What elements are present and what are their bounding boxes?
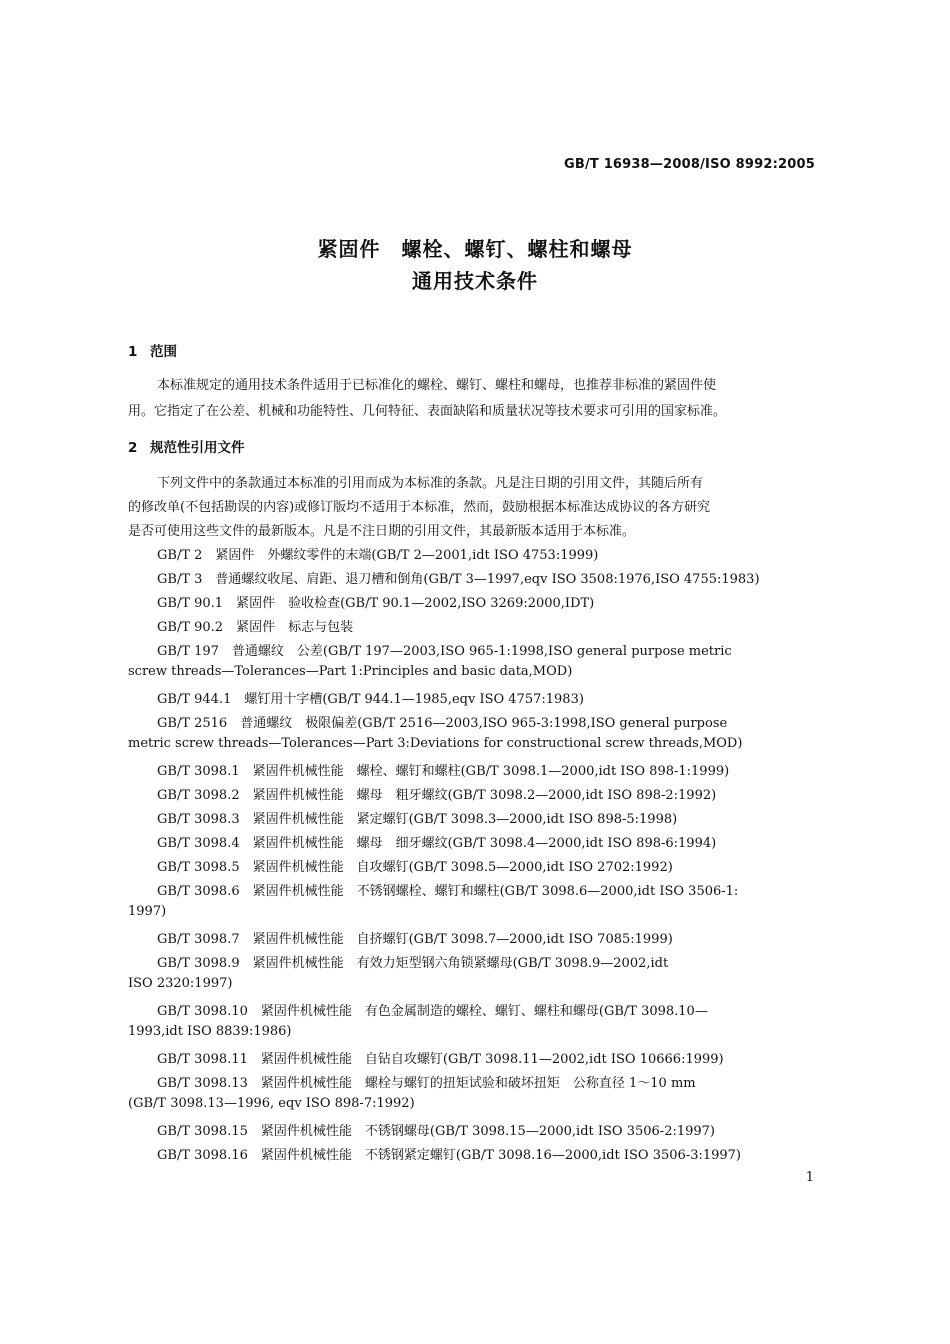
reference-item: GB/T 3098.13 紧固件机械性能 螺栓与螺钉的扭矩试验和破坏扭矩 公称直径 1～10 mm	[157, 1076, 696, 1091]
reference-item: GB/T 944.1 螺钉用十字槽(GB/T 944.1—1985,eqv ISO 4757:1983)	[157, 692, 584, 707]
section-title: 规范性引用文件	[150, 440, 245, 456]
reference-item: GB/T 3098.6 紧固件机械性能 不锈钢螺栓、螺钉和螺柱(GB/T 3098.6—2000,idt ISO 3506-1:	[157, 884, 739, 899]
reference-item: GB/T 3098.7 紧固件机械性能 自挤螺钉(GB/T 3098.7—2000,idt ISO 7085:1999)	[157, 932, 673, 947]
reference-item-continuation: (GB/T 3098.13—1996, eqv ISO 898-7:1992)	[128, 1096, 415, 1111]
section-1-heading	[128, 340, 177, 360]
reference-item: GB/T 3098.2 紧固件机械性能 螺母 粗牙螺纹(GB/T 3098.2—2000,idt ISO 898-2:1992)	[157, 788, 717, 803]
reference-item: GB/T 3098.4 紧固件机械性能 螺母 细牙螺纹(GB/T 3098.4—2000,idt ISO 898-6:1994)	[157, 836, 717, 851]
page-number: 1	[805, 1170, 814, 1185]
reference-item-continuation: 1993,idt ISO 8839:1986)	[128, 1024, 292, 1039]
section-title: 范围	[150, 344, 177, 360]
reference-item-continuation: ISO 2320:1997)	[128, 976, 233, 991]
reference-item: GB/T 3098.1 紧固件机械性能 螺栓、螺钉和螺柱(GB/T 3098.1—2000,idt ISO 898-1:1999)	[157, 764, 730, 779]
document-title-line-1: 紧固件 螺栓、螺钉、螺柱和螺母	[317, 237, 633, 261]
reference-item: GB/T 3098.5 紧固件机械性能 自攻螺钉(GB/T 3098.5—2000,idt ISO 2702:1992)	[157, 860, 673, 875]
standard-code: GB/T 16938—2008/ISO 8992:2005	[563, 157, 815, 172]
reference-item: GB/T 3098.10 紧固件机械性能 有色金属制造的螺栓、螺钉、螺柱和螺母(GB/T 3098.10—	[157, 1004, 708, 1019]
reference-item-continuation: 1997)	[128, 904, 167, 919]
paragraph-line: 用。它指定了在公差、机械和功能特性、几何特征、表面缺陷和质量状况等技术要求可引用的国家标准。	[128, 404, 727, 419]
reference-item-continuation: metric screw threads—Tolerances—Part 3:Deviations for constructional screw threads,MOD)	[128, 736, 743, 751]
reference-item: GB/T 3098.15 紧固件机械性能 不锈钢螺母(GB/T 3098.15—2000,idt ISO 3506-2:1997)	[157, 1124, 715, 1139]
paragraph-line: 的修改单(不包括勘误的内容)或修订版均不适用于本标准，然而，鼓励根据本标准达成协议的各方研究	[128, 500, 711, 515]
reference-item: GB/T 197 普通螺纹 公差(GB/T 197—2003,ISO 965-1:1998,ISO general purpose metric	[157, 644, 732, 659]
reference-item: GB/T 3098.16 紧固件机械性能 不锈钢紧定螺钉(GB/T 3098.16—2000,idt ISO 3506-3:1997)	[157, 1148, 741, 1163]
section-number: 1	[128, 344, 138, 360]
paragraph-line: 是否可使用这些文件的最新版本。凡是不注日期的引用文件，其最新版本适用于本标准。	[128, 524, 636, 539]
reference-item-continuation: screw threads—Tolerances—Part 1:Principles and basic data,MOD)	[128, 664, 573, 679]
paragraph-line: 本标准规定的通用技术条件适用于已标准化的螺栓、螺钉、螺柱和螺母，也推荐非标准的紧固件使	[157, 378, 717, 393]
reference-item: GB/T 3098.3 紧固件机械性能 紧定螺钉(GB/T 3098.3—2000,idt ISO 898-5:1998)	[157, 812, 678, 827]
section-2-heading	[128, 436, 245, 456]
section-number: 2	[128, 440, 138, 456]
reference-item: GB/T 90.2 紧固件 标志与包装	[157, 620, 354, 635]
document-title-line-2: 通用技术条件	[412, 269, 538, 293]
reference-item: GB/T 3098.9 紧固件机械性能 有效力矩型钢六角锁紧螺母(GB/T 3098.9—2002,idt	[157, 956, 669, 971]
reference-item: GB/T 3 普通螺纹收尾、肩距、退刀槽和倒角(GB/T 3—1997,eqv ISO 3508:1976,ISO 4755:1983)	[157, 572, 760, 587]
reference-item: GB/T 90.1 紧固件 验收检查(GB/T 90.1—2002,ISO 3269:2000,IDT)	[157, 596, 595, 611]
reference-item: GB/T 3098.11 紧固件机械性能 自钻自攻螺钉(GB/T 3098.11—2002,idt ISO 10666:1999)	[157, 1052, 724, 1067]
reference-item: GB/T 2516 普通螺纹 极限偏差(GB/T 2516—2003,ISO 965-3:1998,ISO general purpose	[157, 716, 728, 731]
reference-item: GB/T 2 紧固件 外螺纹零件的末端(GB/T 2—2001,idt ISO 4753:1999)	[157, 548, 599, 563]
paragraph-line: 下列文件中的条款通过本标准的引用而成为本标准的条款。凡是注日期的引用文件，其随后所有	[157, 476, 704, 491]
